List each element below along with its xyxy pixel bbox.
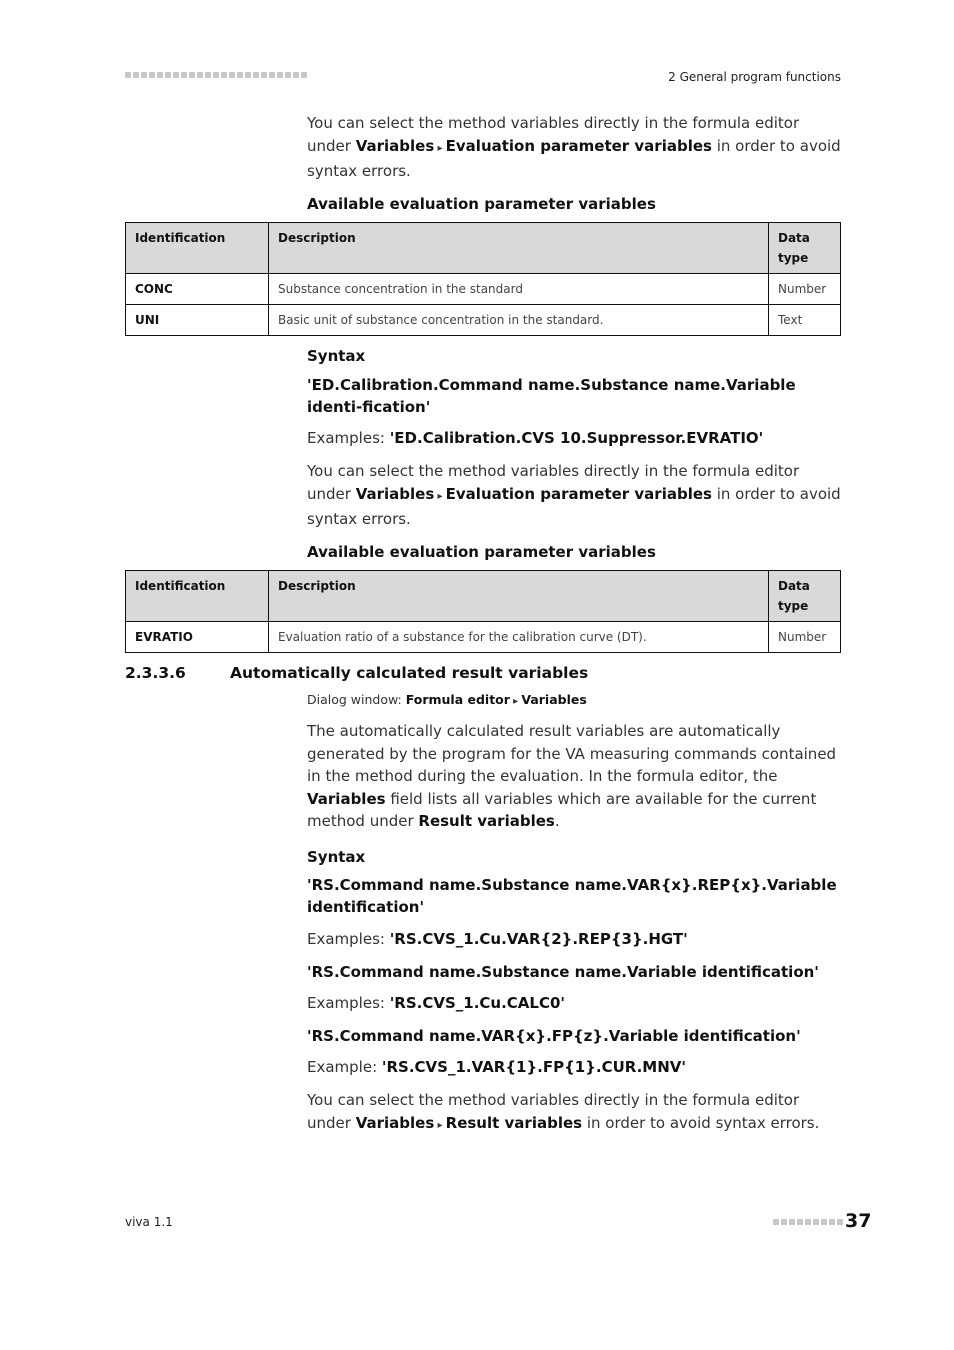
table-cell: EVRATIO: [126, 622, 269, 653]
table-cell: Basic unit of substance concentration in the standard.: [269, 305, 769, 336]
section-number: 2.3.3.6: [125, 664, 186, 682]
syntax-formula: 'RS.Command name.Substance name.VAR{x}.REP{x}.Variable identification': [307, 876, 837, 916]
header-decoration: [125, 72, 307, 79]
table-cell: Evaluation ratio of a substance for the calibration curve (DT).: [269, 622, 769, 653]
section-title: Automatically calculated result variables: [230, 664, 589, 682]
intro-paragraph: You can select the method variables directly in the formula editor under Variables ▸ Evaluation parameter variables in order to avoid syntax errors.: [307, 114, 841, 180]
syntax-example: Examples: 'RS.CVS_1.Cu.VAR{2}.REP{3}.HGT': [307, 930, 688, 948]
table-cell: Number: [769, 622, 841, 653]
column-header: Description: [269, 223, 769, 274]
table-header-row: [126, 571, 841, 622]
table-cell: Substance concentration in the standard: [269, 274, 769, 305]
footer-product: viva 1.1: [125, 1215, 173, 1229]
dialog-path: Dialog window: Formula editor ▸ Variables: [307, 692, 587, 707]
syntax-heading: Syntax: [307, 848, 366, 866]
syntax-note: You can select the method variables directly in the formula editor under Variables ▸ Result variables in order to avoid syntax errors.: [307, 1091, 820, 1132]
syntax-heading: Syntax: [307, 347, 366, 365]
parameter-table: [125, 222, 841, 336]
syntax-example: Examples: 'RS.CVS_1.Cu.CALC0': [307, 994, 566, 1012]
table-row: [126, 622, 841, 653]
syntax-example: Example: 'RS.CVS_1.VAR{1}.FP{1}.CUR.MNV': [307, 1058, 686, 1076]
table-caption: Available evaluation parameter variables: [307, 543, 656, 561]
syntax-formula: 'RS.Command name.VAR{x}.FP{z}.Variable identification': [307, 1027, 801, 1045]
table-cell: Number: [769, 274, 841, 305]
parameter-table: [125, 570, 841, 653]
column-header: Data type: [769, 571, 841, 622]
table-row: [126, 305, 841, 336]
syntax-note: You can select the method variables directly in the formula editor under Variables ▸ Evaluation parameter variables in order to avoid syntax errors.: [307, 462, 841, 528]
column-header: Identification: [126, 571, 269, 622]
table-row: [126, 274, 841, 305]
footer-decoration: [773, 1219, 843, 1225]
section-paragraph: The automatically calculated result variables are automatically generated by the program for the VA measuring commands contained in the method during the evaluation. In the formula editor, the Variables field lists all variables which are available for the current method under Result variables.: [307, 722, 837, 830]
column-header: Data type: [769, 223, 841, 274]
column-header: Identification: [126, 223, 269, 274]
table-caption: Available evaluation parameter variables: [307, 195, 656, 213]
syntax-formula: 'RS.Command name.Substance name.Variable identification': [307, 963, 819, 981]
syntax-example: Examples: 'ED.Calibration.CVS 10.Suppressor.EVRATIO': [307, 429, 764, 447]
syntax-formula: 'ED.Calibration.Command name.Substance name.Variable identi-fication': [307, 376, 796, 416]
header-section-title: 2 General program functions: [668, 70, 841, 84]
table-header-row: [126, 223, 841, 274]
table-cell: CONC: [126, 274, 269, 305]
table-cell: UNI: [126, 305, 269, 336]
table-cell: Text: [769, 305, 841, 336]
column-header: Description: [269, 571, 769, 622]
page-number: 37: [845, 1210, 872, 1232]
